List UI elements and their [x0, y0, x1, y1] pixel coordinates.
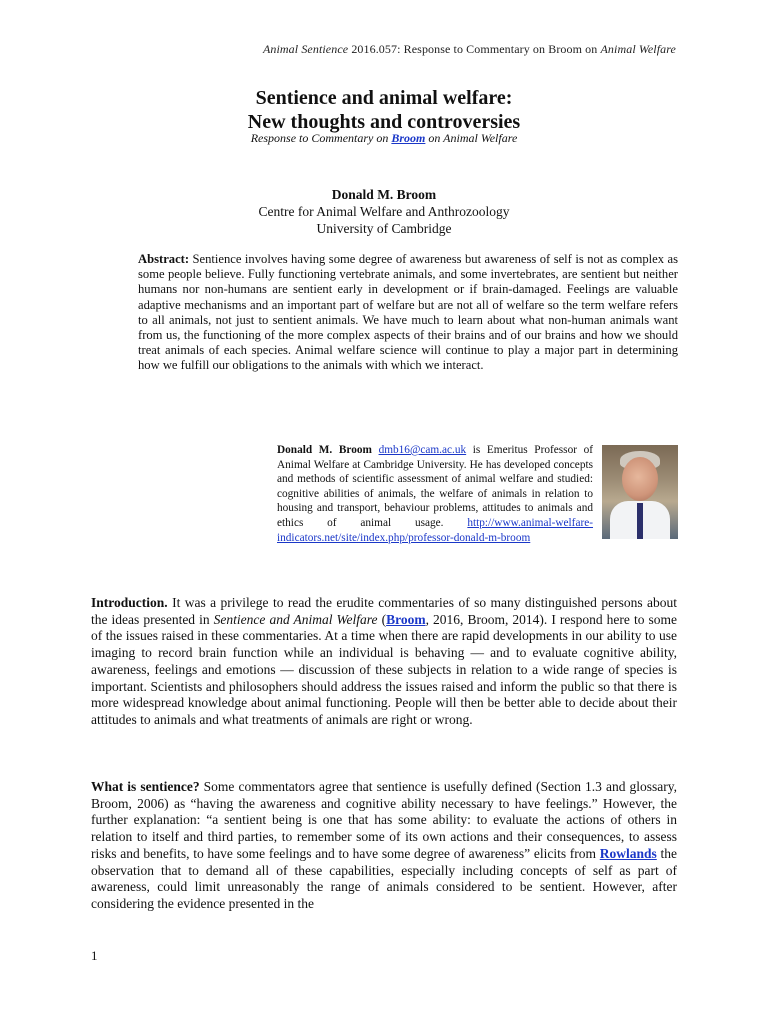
author-name: Donald M. Broom	[331, 187, 437, 202]
abstract	[138, 252, 678, 374]
article-subtitle	[0, 131, 768, 146]
intro-part-2: , 2016, Broom, 2014). I respond here to some of the issues raised in these commentaries. At a time when there are rapid developments in our ability to use imaging to record brain function while an individual is behaving — and to evaluate cognitive ability, awareness, feelings and emotions — discussion of these subjects in relation to a wide range of species is important. Scientists and philosophers should address the issues raised and inform the public so that there is more widespread knowledge about animal functioning. People will then be better able to decide about their attitudes to animals and what treatments of animals are right or wrong.	[91, 611, 677, 727]
subtitle-before: Response to Commentary on	[250, 131, 392, 145]
title-line-2: New thoughts and controversies	[247, 111, 521, 133]
rowlands-link[interactable]: Rowlands	[599, 845, 657, 861]
broom-link[interactable]: Broom	[391, 131, 426, 145]
bio-text: is Emeritus Professor of Animal Welfare at Cambridge University. He has developed concepts and methods of scientific assessment of animal welfare and studied: cognitive abilities of animals, the welfare of animals in relation to housing and transport, behaviour problems, attitudes to animals and ethics of animal usage.	[277, 444, 594, 529]
book-name: Animal Welfare	[600, 42, 676, 56]
author-photo	[602, 445, 678, 539]
running-head	[263, 42, 676, 57]
abstract-text: Sentience involves having some degree of awareness but awareness of self is not as complex as some people believe. Fully functioning vertebrate animals, and some invertebrates, are sentient but neither humans nor non-humans are sentient early in development or if brain-damaged. Feelings are valuable adaptive mechanisms and an important part of welfare but are not all of welfare so the term welfare refers to all animals, not just to sentient animals. We have much to learn about what non-human animals want from us, the functioning of the more complex aspects of their brains and of our brains and how we should treat animals of each species. Animal welfare science will continue to play a major part in determining how we fulfill our obligations to the animals with which we interact.	[138, 252, 678, 373]
intro-paragraph	[91, 595, 677, 729]
author-affiliation: Centre for Animal Welfare and Anthrozoology	[258, 204, 510, 219]
author-block	[0, 186, 768, 237]
photo-head	[622, 457, 658, 501]
subtitle-after: on Animal Welfare	[425, 131, 518, 145]
sentience-paragraph	[91, 779, 677, 913]
journal-name: Animal Sentience	[262, 42, 349, 56]
profile-url-link[interactable]: http://www.animal-welfare-indicators.net/site/index.php/professor-donald-m-broom	[277, 516, 593, 544]
intro-paren: (	[377, 611, 387, 627]
intro-label: Introduction.	[91, 595, 168, 610]
sentience-label: What is sentience?	[91, 779, 200, 794]
email-link[interactable]: dmb16@cam.ac.uk	[378, 444, 467, 456]
sentience-part-2: the observation that to demand all of these capabilities, especially including concepts of self as part of awareness, could limit unreasonably the range of animals considered to be sentient. However, after considering the evidence presented in the	[91, 845, 677, 911]
sentience-part-1: Some commentators agree that sentience is usefully defined (Section 1.3 and glossary, Broom, 2006) as “having the awareness and cognitive ability necessary to have feelings.” However, the further explanation: “a sentient being is one that has some ability: to evaluate the actions of others in relation to itself and third parties, to remember some of its own actions and their consequences, to assess risks and benefits, to have some feelings and to have some degree of awareness” elicits from	[91, 779, 677, 861]
photo-tie	[637, 503, 643, 539]
author-bio	[277, 443, 593, 545]
intro-part-1: It was a privilege to read the erudite commentaries of so many distinguished persons about the ideas presented in	[91, 595, 677, 627]
intro-broom-link[interactable]: Broom	[386, 611, 426, 627]
article-title	[0, 86, 768, 134]
abstract-label: Abstract:	[138, 252, 190, 266]
intro-book-title: Sentience and Animal Welfare	[213, 611, 378, 627]
page-number: 1	[91, 948, 98, 963]
title-line-1: Sentience and animal welfare:	[255, 87, 513, 109]
author-university: University of Cambridge	[316, 221, 452, 236]
bio-name: Donald M. Broom	[277, 444, 372, 456]
article-ref: 2016.057: Response to Commentary on Broom on	[351, 42, 598, 56]
